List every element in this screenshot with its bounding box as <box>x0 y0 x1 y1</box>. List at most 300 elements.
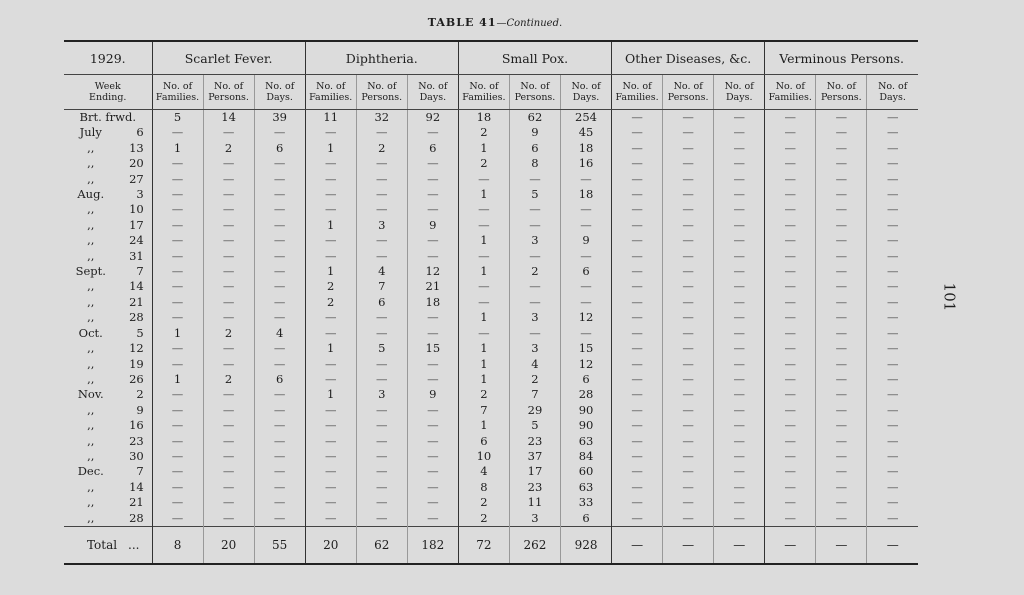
value-cell: — <box>765 218 816 233</box>
value-cell: 6 <box>509 141 560 156</box>
value-cell: — <box>152 434 203 449</box>
value-cell: 5 <box>509 418 560 433</box>
value-cell: — <box>816 279 867 294</box>
value-cell: — <box>305 418 356 433</box>
value-cell: — <box>867 341 918 356</box>
total-value-cell: 20 <box>305 526 356 564</box>
value-cell: 7 <box>458 403 509 418</box>
value-cell: — <box>765 172 816 187</box>
value-cell: — <box>663 434 714 449</box>
month-label: Brt. frwd. <box>79 110 136 124</box>
month-label: ,, <box>87 202 95 217</box>
table-row <box>64 279 918 294</box>
value-cell: — <box>612 279 663 294</box>
month-label: ,, <box>87 448 95 463</box>
value-cell: — <box>867 372 918 387</box>
value-cell: — <box>612 326 663 341</box>
week-ending-cell <box>64 418 152 433</box>
value-cell: — <box>714 249 765 264</box>
total-value-cell: 182 <box>407 526 458 564</box>
value-cell: — <box>612 495 663 510</box>
value-cell: 33 <box>561 495 612 510</box>
value-cell: — <box>356 249 407 264</box>
month-label: ,, <box>87 171 95 186</box>
column-subheader: No. of Days. <box>867 75 918 110</box>
value-cell: — <box>714 387 765 402</box>
value-cell: — <box>203 187 254 202</box>
value-cell: — <box>152 357 203 372</box>
month-label: ,, <box>87 371 95 386</box>
value-cell: — <box>152 464 203 479</box>
value-cell: — <box>254 156 305 171</box>
value-cell: — <box>203 495 254 510</box>
value-cell: — <box>254 249 305 264</box>
value-cell: — <box>305 172 356 187</box>
day-label: 6 <box>136 125 144 140</box>
value-cell: — <box>765 464 816 479</box>
value-cell: — <box>816 326 867 341</box>
week-ending-cell <box>64 295 152 310</box>
value-cell: 45 <box>561 125 612 140</box>
value-cell: — <box>356 202 407 217</box>
week-ending-cell <box>64 218 152 233</box>
value-cell: — <box>816 495 867 510</box>
day-label: 30 <box>129 448 144 463</box>
day-label: 24 <box>129 233 144 248</box>
month-label: ,, <box>87 233 95 248</box>
sub-header-row <box>64 75 918 110</box>
value-cell: — <box>254 341 305 356</box>
value-cell: — <box>816 141 867 156</box>
value-cell: — <box>203 310 254 325</box>
value-cell: — <box>254 218 305 233</box>
value-cell: — <box>254 480 305 495</box>
month-label: ,, <box>87 217 95 232</box>
value-cell: — <box>612 449 663 464</box>
day-label: 17 <box>129 217 144 232</box>
table-row <box>64 372 918 387</box>
group-header: Small Pox. <box>458 41 611 75</box>
month-label: Aug. <box>77 187 105 202</box>
value-cell: 17 <box>509 464 560 479</box>
value-cell: — <box>152 218 203 233</box>
value-cell: 1 <box>152 326 203 341</box>
value-cell: — <box>714 310 765 325</box>
value-cell: — <box>254 279 305 294</box>
value-cell: — <box>612 156 663 171</box>
value-cell: — <box>203 341 254 356</box>
value-cell: — <box>612 418 663 433</box>
value-cell: — <box>561 249 612 264</box>
value-cell: 1 <box>458 310 509 325</box>
day-label: 13 <box>129 140 144 155</box>
value-cell: — <box>714 511 765 527</box>
value-cell: 1 <box>152 372 203 387</box>
value-cell: — <box>254 403 305 418</box>
value-cell: — <box>152 295 203 310</box>
value-cell: 2 <box>458 511 509 527</box>
table-row <box>64 187 918 202</box>
value-cell: — <box>152 495 203 510</box>
value-cell: — <box>867 495 918 510</box>
value-cell: — <box>203 418 254 433</box>
value-cell: — <box>509 279 560 294</box>
value-cell: — <box>867 511 918 527</box>
value-cell: 1 <box>305 218 356 233</box>
week-ending-cell <box>64 110 152 126</box>
value-cell: — <box>816 295 867 310</box>
month-label: ,, <box>87 156 95 171</box>
value-cell: 2 <box>305 295 356 310</box>
value-cell: 1 <box>458 418 509 433</box>
value-cell: 6 <box>561 264 612 279</box>
month-label: ,, <box>87 495 95 510</box>
group-header: Diphtheria. <box>305 41 458 75</box>
value-cell: — <box>305 310 356 325</box>
value-cell: — <box>765 141 816 156</box>
day-label: 9 <box>136 402 144 417</box>
week-ending-cell <box>64 264 152 279</box>
value-cell: — <box>816 233 867 248</box>
value-cell: 6 <box>356 295 407 310</box>
month-label: Nov. <box>77 387 104 402</box>
value-cell: 63 <box>561 480 612 495</box>
table-row <box>64 403 918 418</box>
table-row <box>64 310 918 325</box>
day-label: 16 <box>129 418 144 433</box>
value-cell: — <box>663 125 714 140</box>
value-cell: — <box>867 403 918 418</box>
table-row <box>64 233 918 248</box>
value-cell: — <box>203 264 254 279</box>
value-cell: — <box>203 295 254 310</box>
value-cell: — <box>254 233 305 248</box>
value-cell: — <box>765 480 816 495</box>
value-cell: — <box>561 172 612 187</box>
value-cell: — <box>407 249 458 264</box>
value-cell: — <box>152 233 203 248</box>
value-cell: — <box>714 357 765 372</box>
value-cell: — <box>714 464 765 479</box>
value-cell: — <box>152 172 203 187</box>
value-cell: — <box>765 249 816 264</box>
value-cell: — <box>867 480 918 495</box>
value-cell: — <box>867 295 918 310</box>
value-cell: — <box>152 249 203 264</box>
value-cell: — <box>407 187 458 202</box>
value-cell: — <box>254 310 305 325</box>
value-cell: — <box>663 372 714 387</box>
value-cell: — <box>152 511 203 527</box>
month-label: ,, <box>87 433 95 448</box>
value-cell: — <box>305 495 356 510</box>
value-cell: — <box>356 187 407 202</box>
value-cell: — <box>612 480 663 495</box>
value-cell: 15 <box>561 341 612 356</box>
column-subheader: No. of Families. <box>765 75 816 110</box>
value-cell: — <box>612 172 663 187</box>
value-cell: — <box>867 141 918 156</box>
table-row <box>64 326 918 341</box>
value-cell: — <box>765 310 816 325</box>
week-ending-cell <box>64 249 152 264</box>
value-cell: — <box>152 202 203 217</box>
day-label: 27 <box>129 171 144 186</box>
value-cell: — <box>305 233 356 248</box>
value-cell: 11 <box>305 110 356 126</box>
value-cell: — <box>612 125 663 140</box>
day-label: 12 <box>129 341 144 356</box>
value-cell: — <box>765 403 816 418</box>
total-value-cell: — <box>816 526 867 564</box>
value-cell: — <box>663 357 714 372</box>
value-cell: — <box>765 156 816 171</box>
table-body <box>64 110 918 564</box>
total-value-cell: 928 <box>561 526 612 564</box>
week-ending-cell <box>64 156 152 171</box>
value-cell: — <box>663 387 714 402</box>
value-cell: — <box>458 218 509 233</box>
week-ending-cell <box>64 387 152 402</box>
value-cell: — <box>458 279 509 294</box>
table-row <box>64 218 918 233</box>
table-row <box>64 434 918 449</box>
value-cell: — <box>152 264 203 279</box>
value-cell: 4 <box>458 464 509 479</box>
value-cell: — <box>356 480 407 495</box>
month-label: ,, <box>87 294 95 309</box>
value-cell: — <box>612 464 663 479</box>
value-cell: — <box>867 110 918 126</box>
value-cell: — <box>867 418 918 433</box>
column-subheader: No. of Persons. <box>203 75 254 110</box>
value-cell: — <box>867 310 918 325</box>
value-cell: — <box>867 172 918 187</box>
value-cell: — <box>867 249 918 264</box>
week-ending-cell <box>64 310 152 325</box>
value-cell: — <box>458 249 509 264</box>
value-cell: — <box>612 202 663 217</box>
value-cell: 9 <box>561 233 612 248</box>
value-cell: — <box>612 372 663 387</box>
value-cell: 29 <box>509 403 560 418</box>
value-cell: — <box>407 156 458 171</box>
value-cell: 18 <box>561 141 612 156</box>
table-row <box>64 172 918 187</box>
value-cell: 6 <box>561 511 612 527</box>
value-cell: — <box>509 326 560 341</box>
value-cell: — <box>816 480 867 495</box>
value-cell: 63 <box>561 434 612 449</box>
table-row <box>64 125 918 140</box>
value-cell: — <box>663 156 714 171</box>
total-value-cell: 72 <box>458 526 509 564</box>
group-header: Other Diseases, &c. <box>612 41 765 75</box>
value-cell: — <box>816 403 867 418</box>
group-header-row <box>64 41 918 75</box>
page-number: 101 <box>940 282 959 312</box>
week-ending-cell <box>64 495 152 510</box>
value-cell: — <box>203 449 254 464</box>
day-label: 14 <box>129 279 144 294</box>
value-cell: 5 <box>356 341 407 356</box>
value-cell: — <box>407 480 458 495</box>
day-label: 3 <box>136 187 144 202</box>
value-cell: 18 <box>561 187 612 202</box>
week-ending-cell <box>64 187 152 202</box>
week-ending-cell <box>64 326 152 341</box>
group-header: Scarlet Fever. <box>152 41 305 75</box>
value-cell: — <box>714 125 765 140</box>
total-label-cell <box>64 526 152 564</box>
value-cell: — <box>867 279 918 294</box>
value-cell: 3 <box>509 310 560 325</box>
value-cell: — <box>714 295 765 310</box>
value-cell: 18 <box>458 110 509 126</box>
column-subheader: No. of Persons. <box>509 75 560 110</box>
value-cell: — <box>663 326 714 341</box>
value-cell: — <box>867 233 918 248</box>
value-cell: — <box>714 341 765 356</box>
day-label: 10 <box>129 202 144 217</box>
value-cell: 1 <box>305 341 356 356</box>
value-cell: — <box>305 357 356 372</box>
value-cell: — <box>305 187 356 202</box>
value-cell: — <box>816 187 867 202</box>
week-ending-cell <box>64 403 152 418</box>
value-cell: — <box>203 357 254 372</box>
value-cell: — <box>305 403 356 418</box>
value-cell: — <box>714 495 765 510</box>
value-cell: — <box>254 295 305 310</box>
column-subheader: No. of Persons. <box>356 75 407 110</box>
month-label: ,, <box>87 418 95 433</box>
value-cell: — <box>714 279 765 294</box>
value-cell: — <box>458 326 509 341</box>
value-cell: 90 <box>561 418 612 433</box>
value-cell: 1 <box>458 187 509 202</box>
month-label: July <box>79 125 102 140</box>
value-cell: 254 <box>561 110 612 126</box>
value-cell: — <box>765 326 816 341</box>
value-cell: — <box>765 202 816 217</box>
total-value-cell: — <box>765 526 816 564</box>
value-cell: — <box>612 403 663 418</box>
total-label: Total <box>86 537 118 552</box>
day-label: 2 <box>136 387 144 402</box>
value-cell: — <box>612 310 663 325</box>
value-cell: — <box>714 434 765 449</box>
value-cell: — <box>663 233 714 248</box>
value-cell: — <box>612 511 663 527</box>
value-cell: — <box>663 464 714 479</box>
value-cell: — <box>714 187 765 202</box>
value-cell: — <box>356 511 407 527</box>
table-row <box>64 357 918 372</box>
value-cell: — <box>867 202 918 217</box>
value-cell: 8 <box>509 156 560 171</box>
column-subheader: No. of Families. <box>612 75 663 110</box>
value-cell: — <box>407 125 458 140</box>
day-label: 21 <box>129 294 144 309</box>
value-cell: — <box>867 264 918 279</box>
value-cell: — <box>663 310 714 325</box>
month-label: Sept. <box>75 264 106 279</box>
value-cell: 11 <box>509 495 560 510</box>
table-row <box>64 449 918 464</box>
value-cell: 2 <box>458 125 509 140</box>
value-cell: — <box>356 172 407 187</box>
value-cell: — <box>407 511 458 527</box>
total-leader: ... <box>128 537 140 552</box>
month-label: ,, <box>87 140 95 155</box>
value-cell: 6 <box>254 372 305 387</box>
value-cell: 23 <box>509 480 560 495</box>
value-cell: — <box>714 449 765 464</box>
month-label: ,, <box>87 402 95 417</box>
value-cell: — <box>816 511 867 527</box>
value-cell: — <box>765 387 816 402</box>
value-cell: — <box>612 218 663 233</box>
value-cell: — <box>663 218 714 233</box>
page-title <box>0 16 990 29</box>
value-cell: — <box>509 172 560 187</box>
month-label: ,, <box>87 310 95 325</box>
day-label: 14 <box>129 479 144 494</box>
value-cell: — <box>458 202 509 217</box>
total-value-cell: — <box>867 526 918 564</box>
value-cell: — <box>254 357 305 372</box>
value-cell: — <box>816 218 867 233</box>
value-cell: — <box>663 264 714 279</box>
value-cell: — <box>407 326 458 341</box>
table-row <box>64 387 918 402</box>
week-ending-header: Week Ending. <box>64 75 152 110</box>
value-cell: — <box>612 110 663 126</box>
value-cell: — <box>867 218 918 233</box>
value-cell: — <box>867 387 918 402</box>
value-cell: — <box>407 172 458 187</box>
week-ending-cell <box>64 372 152 387</box>
value-cell: — <box>407 202 458 217</box>
value-cell: — <box>152 480 203 495</box>
column-subheader: No. of Persons. <box>816 75 867 110</box>
value-cell: — <box>254 464 305 479</box>
value-cell: 1 <box>152 141 203 156</box>
value-cell: — <box>663 403 714 418</box>
value-cell: — <box>765 341 816 356</box>
value-cell: — <box>816 341 867 356</box>
value-cell: — <box>305 125 356 140</box>
value-cell: — <box>152 187 203 202</box>
value-cell: — <box>356 310 407 325</box>
total-value-cell: 62 <box>356 526 407 564</box>
value-cell: — <box>203 156 254 171</box>
year-header: 1929. <box>64 41 152 75</box>
column-subheader: No. of Days. <box>407 75 458 110</box>
value-cell: — <box>203 387 254 402</box>
value-cell: — <box>867 357 918 372</box>
value-cell: — <box>254 387 305 402</box>
total-value-cell: 262 <box>509 526 560 564</box>
value-cell: — <box>458 172 509 187</box>
value-cell: 2 <box>305 279 356 294</box>
value-cell: 2 <box>356 141 407 156</box>
value-cell: — <box>714 156 765 171</box>
value-cell: — <box>816 387 867 402</box>
value-cell: — <box>203 125 254 140</box>
column-subheader: No. of Families. <box>305 75 356 110</box>
